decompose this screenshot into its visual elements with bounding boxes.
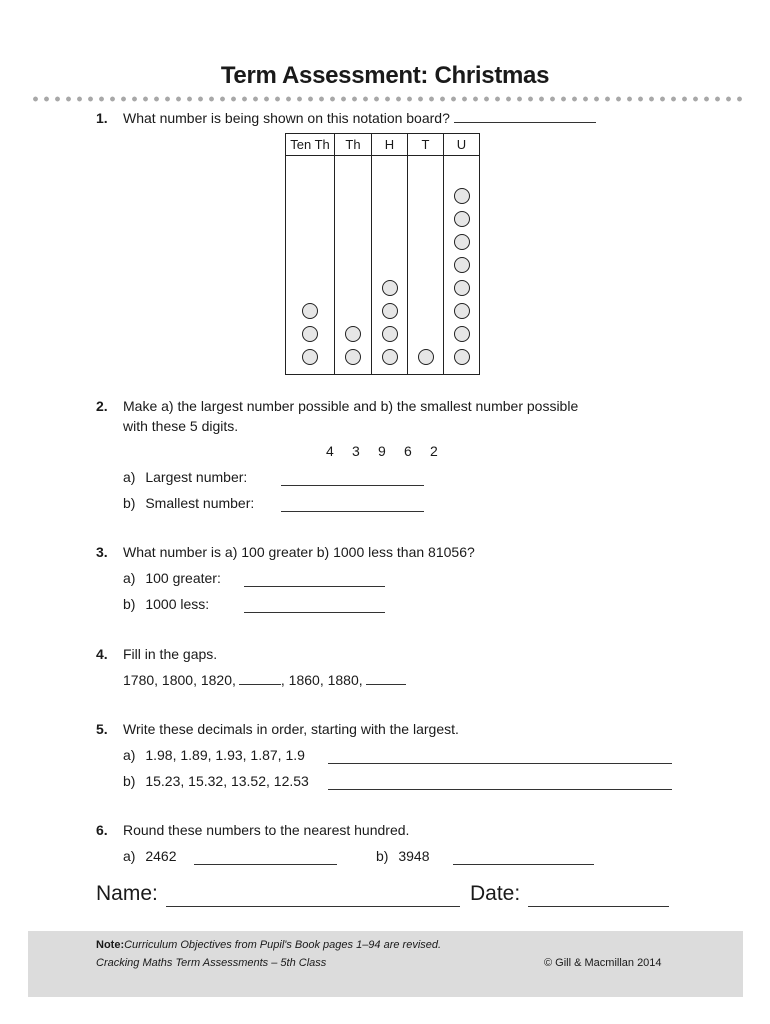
bead bbox=[454, 326, 470, 342]
question-1-number: 1. bbox=[96, 110, 108, 126]
round-answer-line-a[interactable] bbox=[194, 863, 337, 865]
round-answer-line-b[interactable] bbox=[453, 863, 594, 865]
board-column-header: H bbox=[372, 134, 408, 156]
order-answer-line-b[interactable] bbox=[328, 788, 672, 790]
digit: 9 bbox=[378, 443, 386, 459]
question-2-text-line1: Make a) the largest number possible and b) the smallest number possible bbox=[123, 398, 579, 414]
part-label: a) bbox=[123, 848, 136, 864]
bead bbox=[454, 188, 470, 204]
round-value-a: 2462 bbox=[145, 848, 177, 864]
question-1-answer-line[interactable] bbox=[454, 121, 596, 123]
question-6-number: 6. bbox=[96, 822, 108, 838]
decimal-list-b: 15.23, 15.32, 13.52, 12.53 bbox=[145, 773, 309, 789]
digit: 3 bbox=[352, 443, 360, 459]
name-label: Name: bbox=[96, 882, 158, 905]
bead bbox=[382, 349, 398, 365]
date-label: Date: bbox=[470, 882, 521, 905]
bead bbox=[454, 257, 470, 273]
question-6a-row bbox=[123, 848, 177, 864]
part-label: b) bbox=[123, 773, 136, 789]
digit-list bbox=[326, 443, 456, 459]
largest-number-label: Largest number: bbox=[145, 469, 248, 485]
question-3-text: What number is a) 100 greater b) 1000 less than 81056? bbox=[123, 544, 475, 560]
note-label: Note: bbox=[96, 939, 125, 951]
bead bbox=[454, 280, 470, 296]
part-label: a) bbox=[123, 570, 136, 586]
bead bbox=[302, 326, 318, 342]
question-2-number: 2. bbox=[96, 398, 108, 414]
notation-board bbox=[285, 133, 480, 375]
question-2a-row bbox=[123, 469, 247, 485]
smallest-number-answer-line[interactable] bbox=[281, 510, 424, 512]
digit: 4 bbox=[326, 443, 334, 459]
question-2b-row bbox=[123, 495, 254, 511]
number-sequence bbox=[123, 672, 406, 688]
greater-answer-line[interactable] bbox=[244, 585, 385, 587]
board-column-header: Ten Th bbox=[286, 134, 335, 156]
name-field[interactable] bbox=[166, 905, 460, 907]
sequence-middle: , 1860, 1880, bbox=[280, 672, 363, 688]
part-label: b) bbox=[123, 596, 136, 612]
board-column bbox=[286, 156, 335, 375]
bead bbox=[302, 303, 318, 319]
sequence-gap-2[interactable] bbox=[366, 683, 406, 685]
board-column-header: T bbox=[408, 134, 444, 156]
bead bbox=[345, 349, 361, 365]
digit: 2 bbox=[430, 443, 438, 459]
question-3a-row bbox=[123, 570, 221, 586]
less-label: 1000 less: bbox=[145, 596, 210, 612]
bead bbox=[382, 326, 398, 342]
order-answer-line-a[interactable] bbox=[328, 762, 672, 764]
question-3b-row bbox=[123, 596, 209, 612]
bead bbox=[302, 349, 318, 365]
sequence-gap-1[interactable] bbox=[239, 683, 281, 685]
sequence-start: 1780, 1800, 1820, bbox=[123, 672, 236, 688]
board-column-header: U bbox=[444, 134, 480, 156]
bead bbox=[382, 303, 398, 319]
board-column bbox=[408, 156, 444, 375]
question-6-text: Round these numbers to the nearest hundred. bbox=[123, 822, 410, 838]
footer-series: Cracking Maths Term Assessments – 5th Class bbox=[96, 957, 327, 969]
digit: 6 bbox=[404, 443, 412, 459]
largest-number-answer-line[interactable] bbox=[281, 484, 424, 486]
question-3-number: 3. bbox=[96, 544, 108, 560]
less-answer-line[interactable] bbox=[244, 611, 385, 613]
question-5-text: Write these decimals in order, starting with the largest. bbox=[123, 721, 459, 737]
bead bbox=[454, 349, 470, 365]
question-1-text bbox=[123, 110, 596, 126]
greater-label: 100 greater: bbox=[145, 570, 221, 586]
decimal-list-a: 1.98, 1.89, 1.93, 1.87, 1.9 bbox=[145, 747, 305, 763]
bead bbox=[454, 211, 470, 227]
bead bbox=[345, 326, 361, 342]
board-column bbox=[372, 156, 408, 375]
note-text: Curriculum Objectives from Pupil's Book pages 1–94 are revised. bbox=[124, 939, 442, 951]
question-5b-row bbox=[123, 773, 309, 789]
question-4-number: 4. bbox=[96, 646, 108, 662]
part-label: a) bbox=[123, 469, 136, 485]
board-column bbox=[444, 156, 480, 375]
page-title: Term Assessment: Christmas bbox=[220, 62, 550, 89]
board-column bbox=[335, 156, 372, 375]
question-2-text-line2: with these 5 digits. bbox=[123, 418, 239, 434]
part-label: a) bbox=[123, 747, 136, 763]
board-column-header: Th bbox=[335, 134, 372, 156]
dotted-divider bbox=[30, 96, 742, 102]
bead bbox=[454, 303, 470, 319]
question-5a-row bbox=[123, 747, 305, 763]
question-1-prompt: What number is being shown on this notation board? bbox=[123, 110, 450, 126]
round-value-b: 3948 bbox=[398, 848, 430, 864]
smallest-number-label: Smallest number: bbox=[145, 495, 255, 511]
part-label: b) bbox=[123, 495, 136, 511]
bead bbox=[382, 280, 398, 296]
footer-note bbox=[96, 939, 441, 951]
question-5-number: 5. bbox=[96, 721, 108, 737]
date-field[interactable] bbox=[528, 905, 669, 907]
part-label: b) bbox=[376, 848, 389, 864]
question-4-text: Fill in the gaps. bbox=[123, 646, 218, 662]
footer-bar bbox=[28, 931, 743, 997]
bead bbox=[418, 349, 434, 365]
footer-copyright: © Gill & Macmillan 2014 bbox=[544, 957, 662, 969]
bead bbox=[454, 234, 470, 250]
question-6b-row bbox=[376, 848, 430, 864]
